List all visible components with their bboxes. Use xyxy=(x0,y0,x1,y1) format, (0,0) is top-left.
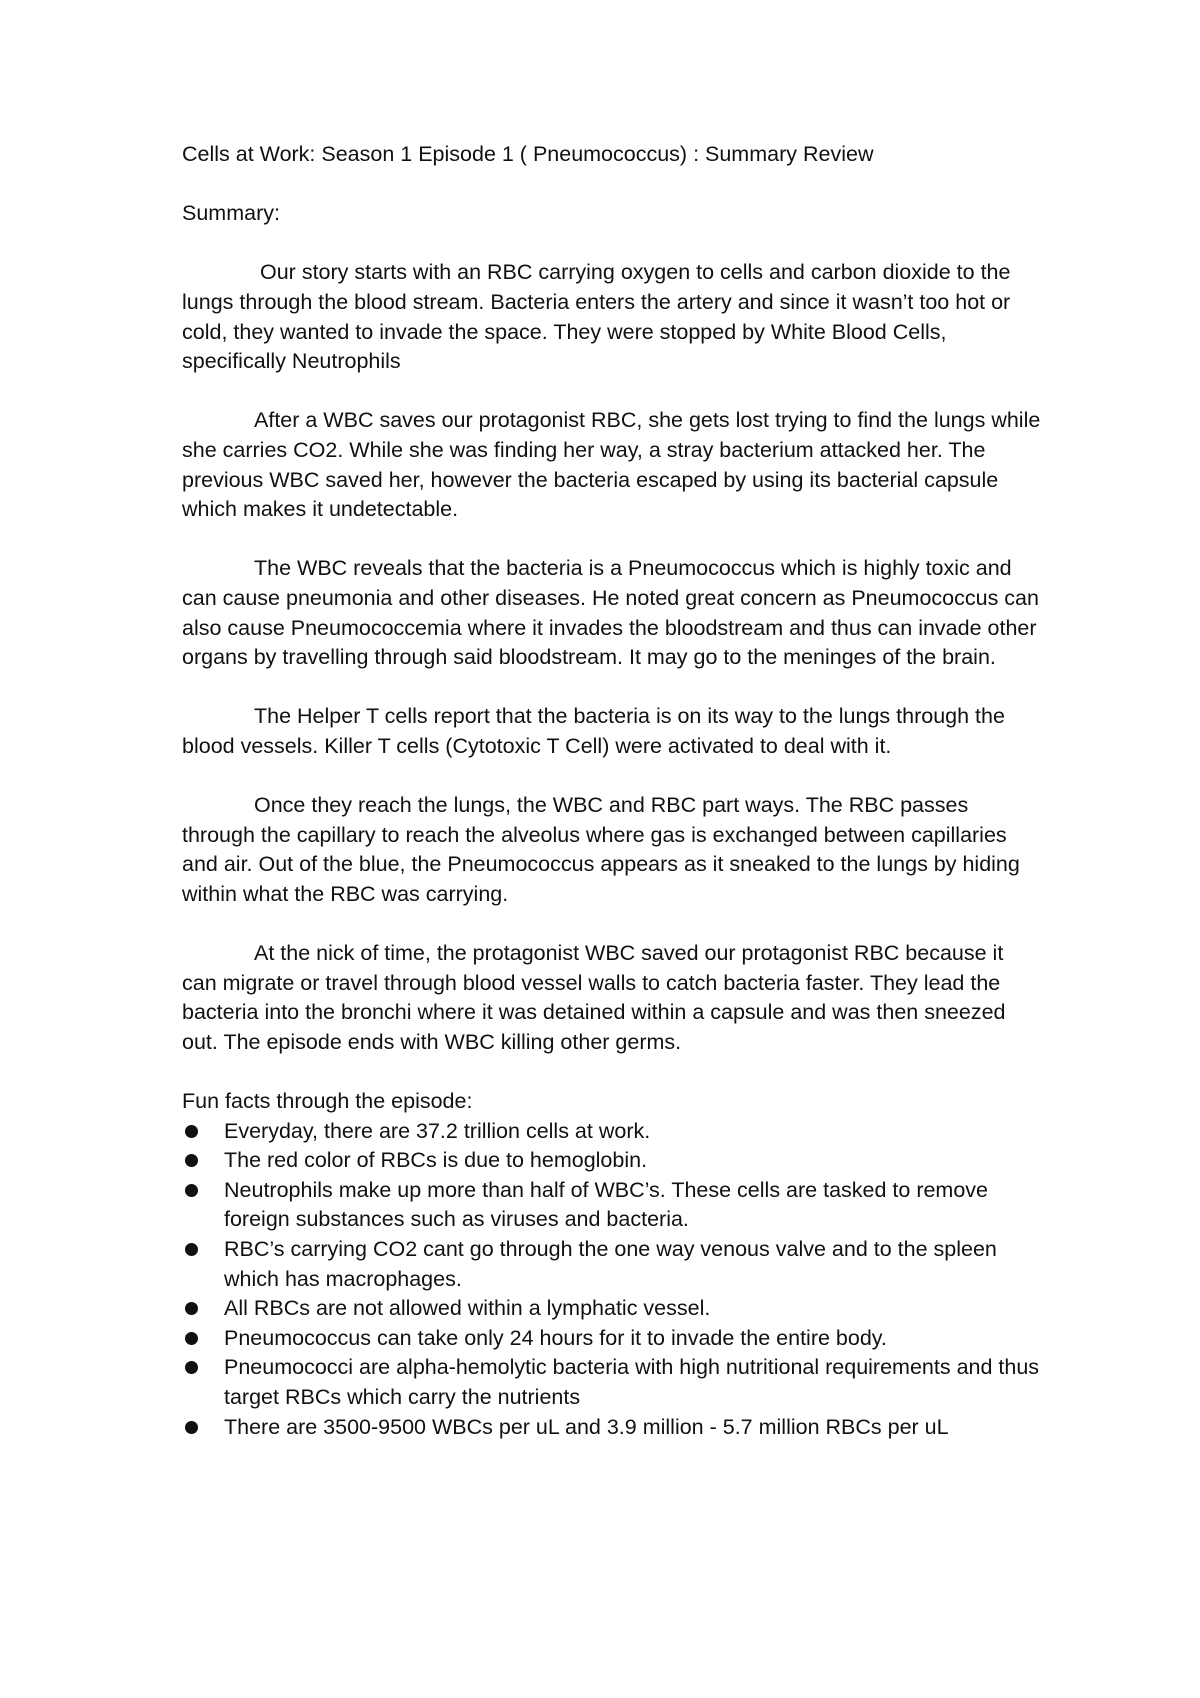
bullet-icon xyxy=(185,1184,198,1197)
summary-paragraph-4: The Helper T cells report that the bacteria is on its way to the lungs through the blood vessels. Killer T cells (Cytotoxic T Cell) were activated to deal with it. xyxy=(182,704,1005,758)
summary-label: Summary: xyxy=(182,201,280,226)
summary-paragraph-1: Our story starts with an RBC carrying oxygen to cells and carbon dioxide to the lungs through the blood stream. Bacteria enters the artery and since it wasn’t too hot or cold, they wanted to invade the space. They were stopped by White Blood Cells, specifically Neutrophils xyxy=(182,260,1011,374)
fun-fact-text: Pneumococci are alpha-hemolytic bacteria with high nutritional requirements and thus target RBCs which carry the nutrients xyxy=(224,1355,1040,1409)
fun-fact-text: All RBCs are not allowed within a lymphatic vessel. xyxy=(224,1296,711,1321)
fun-fact-item xyxy=(182,1176,1042,1235)
fun-fact-item xyxy=(182,1117,1042,1147)
fun-facts-list xyxy=(182,1117,1042,1443)
summary-paragraph-2: After a WBC saves our protagonist RBC, she gets lost trying to find the lungs while she carries CO2. While she was finding her way, a stray bacterium attacked her. The previous WBC saved her, however the bacteria escaped by using its bacterial capsule which makes it undetectable. xyxy=(182,408,1041,522)
fun-fact-item xyxy=(182,1324,1042,1354)
summary-paragraph-5: Once they reach the lungs, the WBC and RBC part ways. The RBC passes through the capillary to reach the alveolus where gas is exchanged between capillaries and air. Out of the blue, the Pneumococcus appears as it sneaked to the lungs by hiding within what the RBC was carrying. xyxy=(182,793,1020,906)
fun-fact-item xyxy=(182,1146,1042,1176)
bullet-icon xyxy=(185,1421,198,1434)
fun-fact-item xyxy=(182,1294,1042,1324)
summary-paragraph-3: The WBC reveals that the bacteria is a Pneumococcus which is highly toxic and can cause pneumonia and other diseases. He noted great concern as Pneumococcus can also cause Pneumococcemia where it invades the bloodstream and thus can invade other organs by travelling through said bloodstream. It may go to the meninges of the brain. xyxy=(182,556,1039,670)
bullet-icon xyxy=(185,1361,198,1374)
fun-fact-text: RBC’s carrying CO2 cant go through the one way venous valve and to the spleen which has macrophages. xyxy=(224,1236,997,1291)
fun-fact-text: Neutrophils make up more than half of WBC’s. These cells are tasked to remove foreign substances such as viruses and bacteria. xyxy=(224,1177,989,1232)
fun-facts-label: Fun facts through the episode: xyxy=(182,1089,473,1113)
bullet-icon xyxy=(185,1332,198,1345)
bullet-icon xyxy=(185,1125,198,1138)
document-body xyxy=(182,140,1042,1442)
fun-fact-text: Everyday, there are 37.2 trillion cells at work. xyxy=(224,1118,651,1143)
fun-fact-item xyxy=(182,1413,1042,1443)
fun-fact-text: The red color of RBCs is due to hemoglobin. xyxy=(224,1148,648,1173)
summary-paragraph-6: At the nick of time, the protagonist WBC saved our protagonist RBC because it can migrate or travel through blood vessel walls to catch bacteria faster. They lead the bacteria into the bronchi where it was detained within a capsule and was then sneezed out. The episode ends with WBC killing other germs. xyxy=(182,941,1006,1054)
bullet-icon xyxy=(185,1302,198,1315)
bullet-icon xyxy=(185,1243,198,1256)
fun-fact-text: There are 3500-9500 WBCs per uL and 3.9 million - 5.7 million RBCs per uL xyxy=(224,1414,949,1439)
bullet-icon xyxy=(185,1154,198,1167)
fun-fact-item xyxy=(182,1235,1042,1294)
fun-fact-text: Pneumococcus can take only 24 hours for it to invade the entire body. xyxy=(224,1325,887,1350)
document-title: Cells at Work: Season 1 Episode 1 ( Pneumococcus) : Summary Review xyxy=(182,142,874,166)
fun-fact-item xyxy=(182,1353,1042,1412)
